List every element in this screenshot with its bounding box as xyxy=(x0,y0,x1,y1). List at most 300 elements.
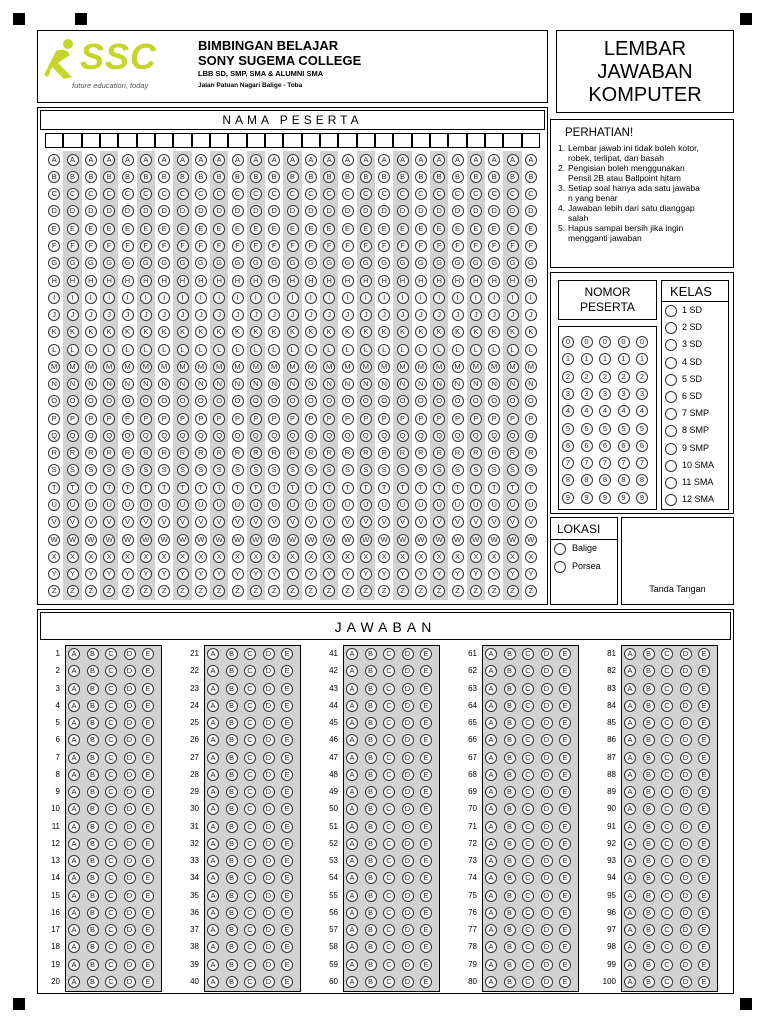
answer-bubble[interactable]: A xyxy=(485,838,497,850)
answer-bubble[interactable]: C xyxy=(661,907,673,919)
name-bubble[interactable]: R xyxy=(195,447,207,459)
name-bubble[interactable]: W xyxy=(85,534,97,546)
name-bubble[interactable]: J xyxy=(378,309,390,321)
answer-bubble[interactable]: C xyxy=(105,941,117,953)
name-bubble[interactable]: L xyxy=(470,344,482,356)
name-bubble[interactable]: Y xyxy=(378,568,390,580)
answer-bubble[interactable]: A xyxy=(68,786,80,798)
name-bubble[interactable]: J xyxy=(452,309,464,321)
answer-bubble[interactable]: C xyxy=(105,872,117,884)
name-bubble[interactable]: T xyxy=(287,482,299,494)
answer-bubble[interactable]: B xyxy=(504,648,516,660)
name-bubble[interactable]: T xyxy=(177,482,189,494)
answer-bubble[interactable]: A xyxy=(624,959,636,971)
name-bubble[interactable]: Y xyxy=(433,568,445,580)
nomor-bubble[interactable]: 8 xyxy=(562,474,574,486)
name-bubble[interactable]: R xyxy=(48,447,60,459)
name-bubble[interactable]: W xyxy=(103,534,115,546)
name-bubble[interactable]: E xyxy=(67,223,79,235)
kelas-option[interactable] xyxy=(665,390,727,405)
answer-bubble[interactable]: E xyxy=(559,855,571,867)
answer-bubble[interactable]: C xyxy=(383,907,395,919)
answer-bubble[interactable]: B xyxy=(87,821,99,833)
answer-bubble[interactable]: C xyxy=(244,872,256,884)
name-bubble[interactable]: D xyxy=(415,205,427,217)
name-bubble[interactable]: J xyxy=(85,309,97,321)
name-bubble[interactable]: I xyxy=(103,292,115,304)
answer-bubble[interactable]: B xyxy=(365,907,377,919)
answer-bubble[interactable]: E xyxy=(559,959,571,971)
name-bubble[interactable]: Q xyxy=(397,430,409,442)
name-bubble[interactable]: L xyxy=(103,344,115,356)
name-bubble[interactable]: N xyxy=(305,378,317,390)
answer-bubble[interactable]: E xyxy=(281,907,293,919)
name-bubble[interactable]: U xyxy=(360,499,372,511)
name-bubble[interactable]: M xyxy=(415,361,427,373)
answer-bubble[interactable]: A xyxy=(207,734,219,746)
name-bubble[interactable]: C xyxy=(305,188,317,200)
name-bubble[interactable]: U xyxy=(397,499,409,511)
answer-bubble[interactable]: B xyxy=(504,872,516,884)
name-bubble[interactable]: X xyxy=(360,551,372,563)
answer-bubble[interactable]: B xyxy=(643,665,655,677)
answer-bubble[interactable]: B xyxy=(87,683,99,695)
answer-bubble[interactable]: A xyxy=(624,769,636,781)
nomor-bubble[interactable]: 1 xyxy=(599,353,611,365)
name-bubble[interactable]: W xyxy=(470,534,482,546)
name-bubble[interactable]: X xyxy=(67,551,79,563)
answer-bubble[interactable]: D xyxy=(680,838,692,850)
answer-bubble[interactable]: D xyxy=(124,959,136,971)
name-bubble[interactable]: Z xyxy=(378,585,390,597)
name-bubble[interactable]: T xyxy=(213,482,225,494)
name-bubble[interactable]: X xyxy=(488,551,500,563)
name-bubble[interactable]: W xyxy=(360,534,372,546)
name-bubble[interactable]: K xyxy=(103,326,115,338)
name-bubble[interactable]: S xyxy=(525,464,537,476)
name-bubble[interactable]: R xyxy=(342,447,354,459)
answer-bubble[interactable]: B xyxy=(226,752,238,764)
answer-bubble[interactable]: D xyxy=(402,821,414,833)
name-bubble[interactable]: L xyxy=(305,344,317,356)
name-bubble[interactable]: R xyxy=(323,447,335,459)
name-bubble[interactable]: P xyxy=(488,413,500,425)
answer-bubble[interactable]: C xyxy=(244,734,256,746)
answer-bubble[interactable]: A xyxy=(485,821,497,833)
name-bubble[interactable]: V xyxy=(415,516,427,528)
answer-bubble[interactable]: B xyxy=(643,976,655,988)
name-bubble[interactable]: A xyxy=(140,154,152,166)
name-bubble[interactable]: N xyxy=(433,378,445,390)
answer-bubble[interactable]: A xyxy=(346,959,358,971)
name-bubble[interactable]: P xyxy=(415,413,427,425)
answer-bubble[interactable]: E xyxy=(281,803,293,815)
name-bubble[interactable]: W xyxy=(525,534,537,546)
name-bubble[interactable]: G xyxy=(397,257,409,269)
name-bubble[interactable]: L xyxy=(67,344,79,356)
answer-bubble[interactable]: D xyxy=(541,717,553,729)
nomor-bubble[interactable]: 9 xyxy=(581,492,593,504)
answer-bubble[interactable]: C xyxy=(244,717,256,729)
name-bubble[interactable]: I xyxy=(378,292,390,304)
answer-bubble[interactable]: C xyxy=(244,907,256,919)
nomor-bubble[interactable]: 4 xyxy=(618,405,630,417)
name-bubble[interactable]: P xyxy=(470,413,482,425)
name-bubble[interactable]: B xyxy=(85,171,97,183)
name-bubble[interactable]: L xyxy=(48,344,60,356)
name-bubble[interactable]: X xyxy=(48,551,60,563)
name-bubble[interactable]: J xyxy=(232,309,244,321)
name-bubble[interactable]: U xyxy=(122,499,134,511)
name-bubble[interactable]: J xyxy=(213,309,225,321)
name-bubble[interactable]: T xyxy=(507,482,519,494)
kelas-radio[interactable] xyxy=(665,305,677,317)
name-bubble[interactable]: E xyxy=(415,223,427,235)
answer-bubble[interactable]: C xyxy=(522,683,534,695)
name-bubble[interactable]: S xyxy=(360,464,372,476)
answer-bubble[interactable]: B xyxy=(643,890,655,902)
name-bubble[interactable]: U xyxy=(415,499,427,511)
answer-bubble[interactable]: B xyxy=(504,683,516,695)
name-bubble[interactable]: G xyxy=(342,257,354,269)
answer-bubble[interactable]: D xyxy=(263,786,275,798)
name-bubble[interactable]: C xyxy=(323,188,335,200)
answer-bubble[interactable]: C xyxy=(105,648,117,660)
name-bubble[interactable]: L xyxy=(122,344,134,356)
answer-bubble[interactable]: A xyxy=(207,769,219,781)
name-bubble[interactable]: E xyxy=(323,223,335,235)
name-bubble[interactable]: I xyxy=(85,292,97,304)
name-bubble[interactable]: F xyxy=(488,240,500,252)
name-bubble[interactable]: X xyxy=(122,551,134,563)
name-bubble[interactable]: R xyxy=(433,447,445,459)
kelas-radio[interactable] xyxy=(665,477,677,489)
name-bubble[interactable]: M xyxy=(195,361,207,373)
name-bubble[interactable]: C xyxy=(470,188,482,200)
name-bubble[interactable]: M xyxy=(452,361,464,373)
name-bubble[interactable]: C xyxy=(488,188,500,200)
answer-bubble[interactable]: D xyxy=(402,959,414,971)
lokasi-radio[interactable] xyxy=(554,561,566,573)
name-bubble[interactable]: N xyxy=(177,378,189,390)
name-bubble[interactable]: M xyxy=(213,361,225,373)
answer-bubble[interactable]: E xyxy=(698,838,710,850)
name-letter-box[interactable] xyxy=(63,133,81,148)
name-bubble[interactable]: O xyxy=(507,395,519,407)
name-bubble[interactable]: T xyxy=(67,482,79,494)
answer-bubble[interactable]: A xyxy=(346,700,358,712)
answer-bubble[interactable]: D xyxy=(124,976,136,988)
name-bubble[interactable]: K xyxy=(140,326,152,338)
name-bubble[interactable]: S xyxy=(488,464,500,476)
answer-bubble[interactable]: B xyxy=(643,821,655,833)
name-bubble[interactable]: A xyxy=(48,154,60,166)
answer-bubble[interactable]: B xyxy=(504,941,516,953)
name-bubble[interactable]: W xyxy=(342,534,354,546)
answer-bubble[interactable]: A xyxy=(624,665,636,677)
name-letter-box[interactable] xyxy=(467,133,485,148)
name-bubble[interactable]: V xyxy=(195,516,207,528)
answer-bubble[interactable]: B xyxy=(504,803,516,815)
name-bubble[interactable]: A xyxy=(85,154,97,166)
answer-bubble[interactable]: C xyxy=(105,838,117,850)
name-bubble[interactable]: R xyxy=(213,447,225,459)
name-bubble[interactable]: A xyxy=(525,154,537,166)
answer-bubble[interactable]: D xyxy=(402,700,414,712)
name-bubble[interactable]: N xyxy=(67,378,79,390)
answer-bubble[interactable]: B xyxy=(643,786,655,798)
name-bubble[interactable]: U xyxy=(48,499,60,511)
answer-bubble[interactable]: D xyxy=(263,959,275,971)
name-bubble[interactable]: T xyxy=(342,482,354,494)
name-bubble[interactable]: P xyxy=(177,413,189,425)
answer-bubble[interactable]: E xyxy=(281,941,293,953)
answer-bubble[interactable]: B xyxy=(504,890,516,902)
answer-bubble[interactable]: A xyxy=(68,734,80,746)
answer-bubble[interactable]: B xyxy=(226,665,238,677)
answer-bubble[interactable]: E xyxy=(420,648,432,660)
nomor-bubble[interactable]: 5 xyxy=(599,423,611,435)
answer-bubble[interactable]: C xyxy=(383,872,395,884)
answer-bubble[interactable]: E xyxy=(281,855,293,867)
answer-bubble[interactable]: D xyxy=(680,959,692,971)
answer-bubble[interactable]: A xyxy=(485,907,497,919)
name-bubble[interactable]: Y xyxy=(323,568,335,580)
name-bubble[interactable]: F xyxy=(195,240,207,252)
name-bubble[interactable]: F xyxy=(287,240,299,252)
answer-bubble[interactable]: D xyxy=(680,907,692,919)
answer-bubble[interactable]: C xyxy=(661,700,673,712)
answer-bubble[interactable]: B xyxy=(643,700,655,712)
name-bubble[interactable]: V xyxy=(177,516,189,528)
answer-bubble[interactable]: B xyxy=(87,976,99,988)
kelas-option[interactable] xyxy=(665,321,727,336)
name-bubble[interactable]: Q xyxy=(268,430,280,442)
answer-bubble[interactable]: E xyxy=(559,976,571,988)
name-bubble[interactable]: G xyxy=(213,257,225,269)
answer-bubble[interactable]: C xyxy=(383,838,395,850)
answer-bubble[interactable]: C xyxy=(244,838,256,850)
name-bubble[interactable]: Z xyxy=(48,585,60,597)
answer-bubble[interactable]: A xyxy=(624,976,636,988)
name-bubble[interactable]: M xyxy=(488,361,500,373)
name-bubble[interactable]: C xyxy=(195,188,207,200)
name-bubble[interactable]: E xyxy=(268,223,280,235)
answer-bubble[interactable]: A xyxy=(624,700,636,712)
answer-bubble[interactable]: E xyxy=(142,855,154,867)
name-bubble[interactable]: V xyxy=(140,516,152,528)
answer-bubble[interactable]: D xyxy=(263,821,275,833)
answer-bubble[interactable]: B xyxy=(643,924,655,936)
name-letter-box[interactable] xyxy=(503,133,521,148)
answer-bubble[interactable]: D xyxy=(124,648,136,660)
answer-bubble[interactable]: B xyxy=(87,752,99,764)
name-bubble[interactable]: B xyxy=(397,171,409,183)
name-bubble[interactable]: X xyxy=(433,551,445,563)
answer-bubble[interactable]: C xyxy=(661,786,673,798)
answer-bubble[interactable]: A xyxy=(485,717,497,729)
answer-bubble[interactable]: A xyxy=(346,683,358,695)
name-bubble[interactable]: A xyxy=(287,154,299,166)
name-bubble[interactable]: A xyxy=(342,154,354,166)
name-bubble[interactable]: T xyxy=(360,482,372,494)
answer-bubble[interactable]: C xyxy=(244,803,256,815)
answer-bubble[interactable]: A xyxy=(68,872,80,884)
answer-bubble[interactable]: C xyxy=(105,821,117,833)
answer-bubble[interactable]: D xyxy=(124,717,136,729)
answer-bubble[interactable]: D xyxy=(680,855,692,867)
name-bubble[interactable]: D xyxy=(378,205,390,217)
name-bubble[interactable]: L xyxy=(268,344,280,356)
answer-bubble[interactable]: D xyxy=(402,890,414,902)
name-bubble[interactable]: F xyxy=(342,240,354,252)
answer-bubble[interactable]: C xyxy=(105,803,117,815)
name-bubble[interactable]: S xyxy=(470,464,482,476)
name-bubble[interactable]: A xyxy=(397,154,409,166)
answer-bubble[interactable]: C xyxy=(383,803,395,815)
answer-bubble[interactable]: A xyxy=(68,769,80,781)
name-bubble[interactable]: Y xyxy=(103,568,115,580)
name-bubble[interactable]: P xyxy=(140,413,152,425)
name-bubble[interactable]: J xyxy=(67,309,79,321)
answer-bubble[interactable]: A xyxy=(68,683,80,695)
name-bubble[interactable]: N xyxy=(48,378,60,390)
name-bubble[interactable]: Z xyxy=(470,585,482,597)
nomor-bubble[interactable]: 4 xyxy=(581,405,593,417)
name-bubble[interactable]: I xyxy=(525,292,537,304)
name-bubble[interactable]: I xyxy=(305,292,317,304)
nomor-bubble[interactable]: 6 xyxy=(599,440,611,452)
name-bubble[interactable]: H xyxy=(378,275,390,287)
name-bubble[interactable]: D xyxy=(360,205,372,217)
answer-bubble[interactable]: D xyxy=(541,907,553,919)
answer-bubble[interactable]: C xyxy=(661,855,673,867)
answer-bubble[interactable]: A xyxy=(207,648,219,660)
answer-bubble[interactable]: D xyxy=(541,786,553,798)
name-bubble[interactable]: K xyxy=(415,326,427,338)
answer-bubble[interactable]: E xyxy=(142,734,154,746)
name-bubble[interactable]: G xyxy=(378,257,390,269)
name-bubble[interactable]: A xyxy=(213,154,225,166)
answer-bubble[interactable]: D xyxy=(541,700,553,712)
answer-bubble[interactable]: C xyxy=(383,959,395,971)
name-bubble[interactable]: P xyxy=(103,413,115,425)
name-bubble[interactable]: X xyxy=(415,551,427,563)
name-bubble[interactable]: D xyxy=(232,205,244,217)
answer-bubble[interactable]: B xyxy=(226,959,238,971)
answer-bubble[interactable]: D xyxy=(124,924,136,936)
name-bubble[interactable]: C xyxy=(67,188,79,200)
name-bubble[interactable]: V xyxy=(323,516,335,528)
name-bubble[interactable]: H xyxy=(140,275,152,287)
answer-bubble[interactable]: B xyxy=(87,924,99,936)
answer-bubble[interactable]: E xyxy=(559,821,571,833)
name-bubble[interactable]: S xyxy=(122,464,134,476)
answer-bubble[interactable]: C xyxy=(522,821,534,833)
name-bubble[interactable]: O xyxy=(158,395,170,407)
name-bubble[interactable]: R xyxy=(470,447,482,459)
name-bubble[interactable]: Y xyxy=(415,568,427,580)
name-bubble[interactable]: N xyxy=(103,378,115,390)
answer-bubble[interactable]: A xyxy=(624,717,636,729)
name-bubble[interactable]: B xyxy=(305,171,317,183)
answer-bubble[interactable]: C xyxy=(105,890,117,902)
answer-bubble[interactable]: D xyxy=(541,648,553,660)
name-bubble[interactable]: G xyxy=(232,257,244,269)
name-bubble[interactable]: A xyxy=(177,154,189,166)
answer-bubble[interactable]: B xyxy=(226,683,238,695)
answer-bubble[interactable]: D xyxy=(680,924,692,936)
name-bubble[interactable]: Q xyxy=(103,430,115,442)
nomor-bubble[interactable]: 7 xyxy=(636,457,648,469)
answer-bubble[interactable]: C xyxy=(244,959,256,971)
name-bubble[interactable]: B xyxy=(378,171,390,183)
name-bubble[interactable]: A xyxy=(433,154,445,166)
name-bubble[interactable]: E xyxy=(507,223,519,235)
name-bubble[interactable]: C xyxy=(48,188,60,200)
answer-bubble[interactable]: C xyxy=(661,769,673,781)
name-bubble[interactable]: R xyxy=(397,447,409,459)
name-bubble[interactable]: H xyxy=(85,275,97,287)
nomor-bubble[interactable]: 2 xyxy=(562,371,574,383)
answer-bubble[interactable]: D xyxy=(541,976,553,988)
name-bubble[interactable]: K xyxy=(158,326,170,338)
name-bubble[interactable]: C xyxy=(250,188,262,200)
answer-bubble[interactable]: D xyxy=(680,890,692,902)
name-bubble[interactable]: H xyxy=(67,275,79,287)
name-bubble[interactable]: Q xyxy=(213,430,225,442)
name-bubble[interactable]: G xyxy=(177,257,189,269)
name-bubble[interactable]: W xyxy=(452,534,464,546)
name-bubble[interactable]: P xyxy=(378,413,390,425)
name-bubble[interactable]: W xyxy=(488,534,500,546)
name-bubble[interactable]: O xyxy=(415,395,427,407)
answer-bubble[interactable]: A xyxy=(207,855,219,867)
name-letter-box[interactable] xyxy=(338,133,356,148)
answer-bubble[interactable]: C xyxy=(383,941,395,953)
nomor-bubble[interactable]: 8 xyxy=(599,474,611,486)
name-bubble[interactable]: B xyxy=(122,171,134,183)
answer-bubble[interactable]: C xyxy=(105,752,117,764)
name-bubble[interactable]: O xyxy=(232,395,244,407)
name-bubble[interactable]: J xyxy=(397,309,409,321)
answer-bubble[interactable]: E xyxy=(420,769,432,781)
kelas-radio[interactable] xyxy=(665,357,677,369)
name-bubble[interactable]: E xyxy=(305,223,317,235)
name-bubble[interactable]: A xyxy=(470,154,482,166)
name-bubble[interactable]: K xyxy=(433,326,445,338)
name-bubble[interactable]: H xyxy=(232,275,244,287)
answer-bubble[interactable]: C xyxy=(522,752,534,764)
answer-bubble[interactable]: B xyxy=(87,803,99,815)
name-bubble[interactable]: E xyxy=(397,223,409,235)
answer-bubble[interactable]: D xyxy=(541,683,553,695)
answer-bubble[interactable]: B xyxy=(226,786,238,798)
name-bubble[interactable]: Z xyxy=(140,585,152,597)
name-bubble[interactable]: J xyxy=(360,309,372,321)
name-bubble[interactable]: G xyxy=(488,257,500,269)
answer-bubble[interactable]: E xyxy=(142,959,154,971)
name-bubble[interactable]: B xyxy=(195,171,207,183)
name-bubble[interactable]: O xyxy=(250,395,262,407)
nomor-bubble[interactable]: 1 xyxy=(581,353,593,365)
name-bubble[interactable]: D xyxy=(433,205,445,217)
name-bubble[interactable]: Y xyxy=(85,568,97,580)
name-bubble[interactable]: U xyxy=(342,499,354,511)
answer-bubble[interactable]: A xyxy=(485,700,497,712)
name-bubble[interactable]: T xyxy=(140,482,152,494)
name-bubble[interactable]: E xyxy=(140,223,152,235)
